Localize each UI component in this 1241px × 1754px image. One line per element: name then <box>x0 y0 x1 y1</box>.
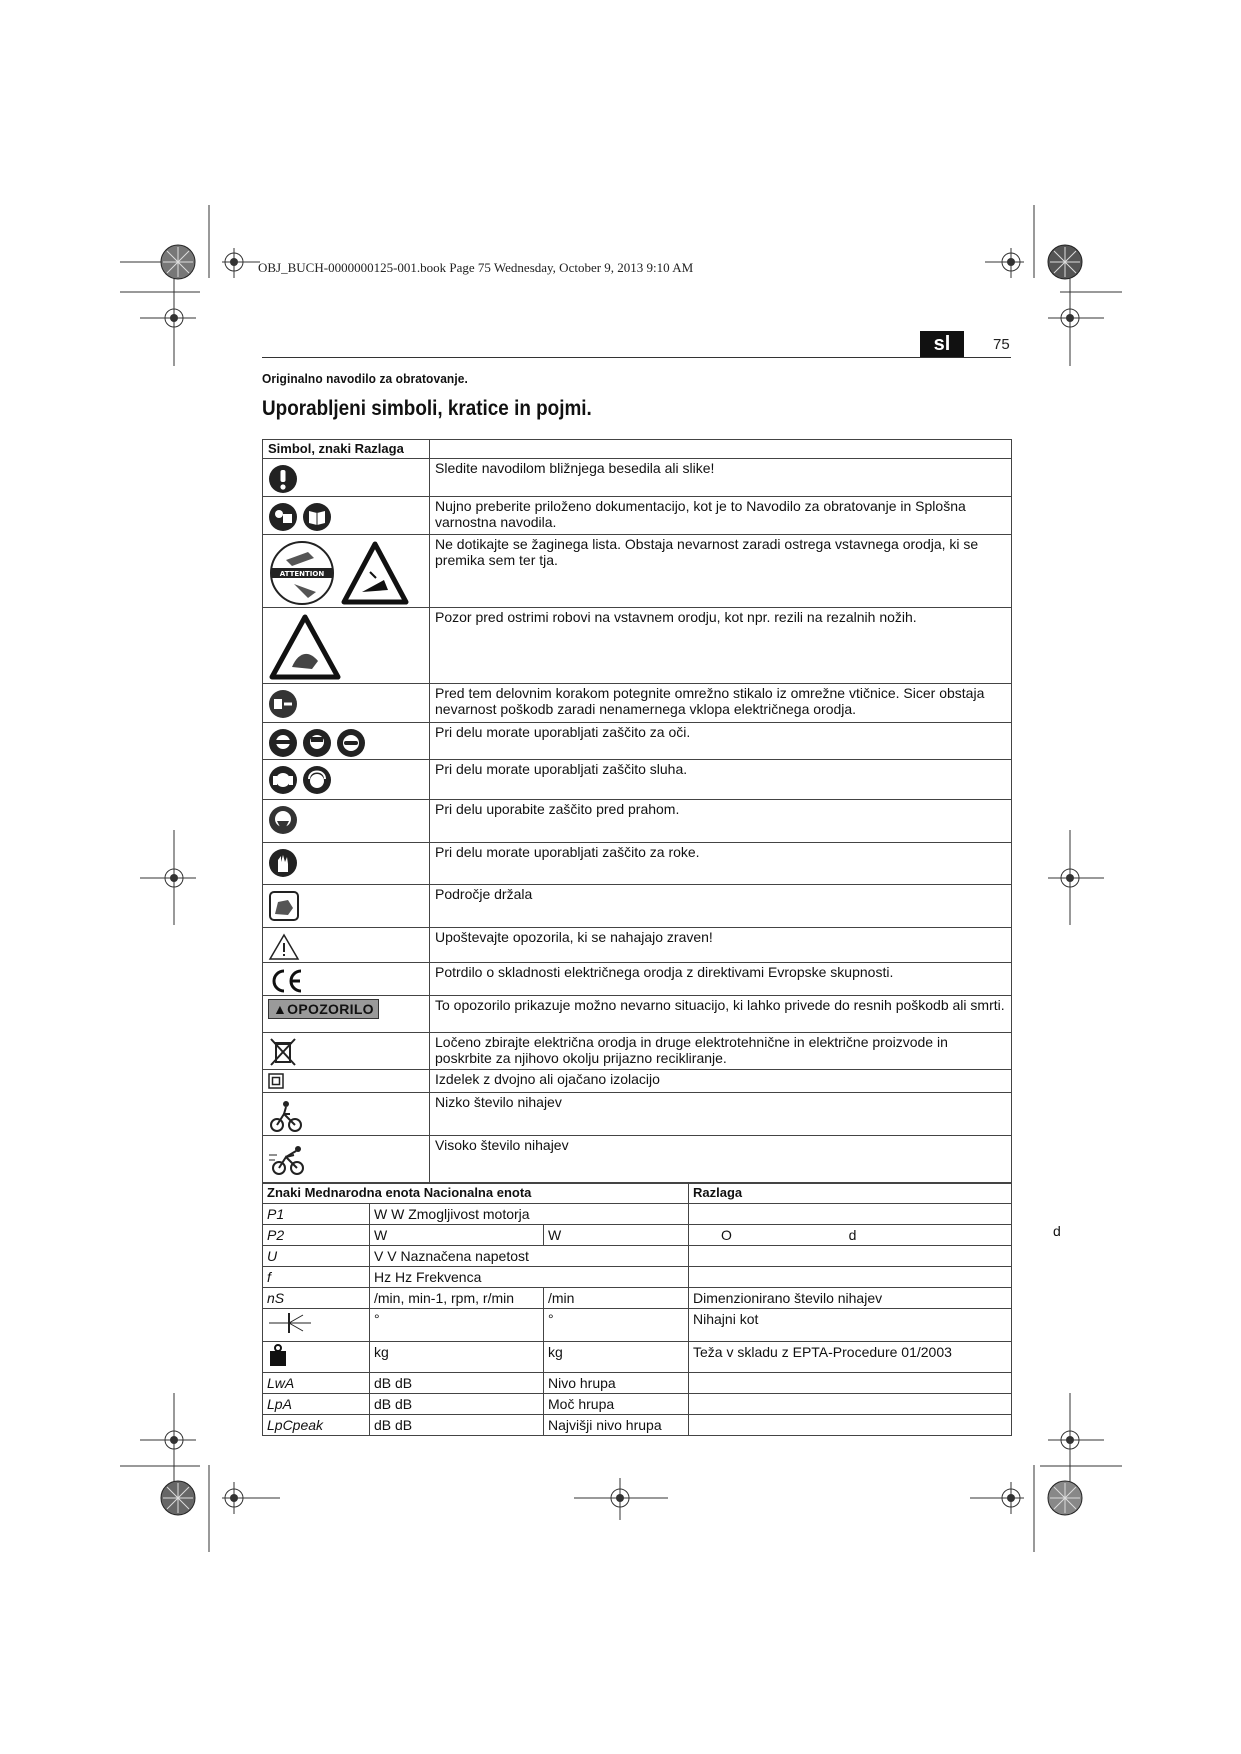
page-number: 75 <box>993 336 1010 353</box>
unit-value: V V Naznačena napetost <box>370 1246 689 1267</box>
unit-international: dB dB <box>370 1415 544 1436</box>
ear-muffs-icon <box>302 765 332 795</box>
read-manual-circle-icon <box>268 502 298 532</box>
unit-symbol <box>263 1342 370 1373</box>
unit-international: /min, min-1, rpm, r/min <box>370 1288 544 1309</box>
unit-symbol: nS <box>263 1288 370 1309</box>
stray-letter: d <box>1053 1223 1061 1239</box>
unit-international: kg <box>370 1342 544 1373</box>
symbol-description: Sledite navodilom bližnjega besedila ali slike! <box>430 459 1012 497</box>
unit-national: kg <box>544 1342 689 1373</box>
symbol-description: Nizko število nihajev <box>430 1093 1012 1136</box>
unit-description <box>689 1267 1012 1288</box>
slow-cyclist-icon <box>268 1098 304 1134</box>
book-info-line: OBJ_BUCH-0000000125-001.book Page 75 Wednesday, October 9, 2013 9:10 AM <box>258 260 694 275</box>
unit-national: Nivo hrupa <box>544 1373 689 1394</box>
grip-area-icon <box>268 890 300 922</box>
unit-description <box>689 1394 1012 1415</box>
unit-international: ° <box>370 1309 544 1342</box>
unit-description: Teža v skladu z EPTA-Procedure 01/2003 <box>689 1342 1012 1373</box>
units-header-left: Znaki Mednarodna enota Nacionalna enota <box>263 1183 689 1204</box>
symbol-description: To opozorilo prikazuje možno nevarno situacijo, ki lahko privede do resnih poškodb ali smrti. <box>430 996 1012 1033</box>
unit-description <box>689 1246 1012 1267</box>
symbol-cell <box>263 459 430 497</box>
book-icon <box>302 502 332 532</box>
exclamation-mandatory-icon <box>268 464 298 494</box>
symbol-description: Visoko število nihajev <box>430 1136 1012 1184</box>
unit-description: O d <box>689 1225 1012 1246</box>
weee-crossed-bin-icon <box>268 1036 298 1068</box>
symbols-table <box>262 439 1012 1184</box>
symbol-cell <box>263 535 430 608</box>
eye-protection-icon <box>336 728 366 758</box>
double-insulation-icon <box>268 1073 284 1089</box>
symbol-description: Potrdilo o skladnosti električnega orodja z direktivami Evropske skupnosti. <box>430 963 1012 996</box>
ce-mark-icon <box>268 968 304 994</box>
symbol-description: Pri delu morate uporabljati zaščito sluha. <box>430 760 1012 800</box>
unit-symbol: f <box>263 1267 370 1288</box>
unit-symbol: P1 <box>263 1204 370 1225</box>
ear-protection-icon <box>268 765 298 795</box>
unit-national: W <box>544 1225 689 1246</box>
symbol-description: Ne dotikajte se žaginega lista. Obstaja nevarnost zaradi ostrega vstavnega orodja, ki se premika sem ter tja. <box>430 535 1012 608</box>
symbol-description: Pri delu uporabite zaščito pred prahom. <box>430 800 1012 843</box>
unit-description <box>689 1415 1012 1436</box>
symbol-description: Pri delu morate uporabljati zaščito za roke. <box>430 843 1012 885</box>
symbol-description: Pri delu morate uporabljati zaščito za oči. <box>430 723 1012 760</box>
symbol-cell <box>263 760 430 800</box>
unplug-icon <box>268 689 298 719</box>
symbol-cell <box>263 1070 430 1093</box>
unit-description: Dimenzionirano število nihajev <box>689 1288 1012 1309</box>
symbol-cell <box>263 1033 430 1070</box>
symbols-header-left: Simbol, znaki Razlaga <box>263 440 430 459</box>
unit-international: dB dB <box>370 1394 544 1415</box>
symbol-cell <box>263 1093 430 1136</box>
symbol-description: Pred tem delovnim korakom potegnite omrežno stikalo iz omrežne vtičnice. Sicer obstaja nevarnost poškodb zaradi nenamernega vklopa električnega orodja. <box>430 684 1012 723</box>
unit-description <box>689 1373 1012 1394</box>
symbol-description: Izdelek z dvojno ali ojačano izolacijo <box>430 1070 1012 1093</box>
unit-national: ° <box>544 1309 689 1342</box>
unit-value: Hz Hz Frekvenca <box>370 1267 689 1288</box>
symbol-description: Ločeno zbirajte električna orodja in druge elektrotehnične in električne proizvode in poskrbite za njihovo okolju prijazno recikliranje. <box>430 1033 1012 1070</box>
language-tag: sl <box>920 331 964 357</box>
units-header-right: Razlaga <box>689 1183 1012 1204</box>
unit-description: Nihajni kot <box>689 1309 1012 1342</box>
safety-goggles-icon <box>268 728 298 758</box>
symbol-cell <box>263 800 430 843</box>
unit-symbol: LwA <box>263 1373 370 1394</box>
attention-hand-blade-icon <box>268 540 336 606</box>
weight-icon <box>267 1343 289 1367</box>
symbol-cell <box>263 723 430 760</box>
face-shield-icon <box>302 728 332 758</box>
opozorilo-warning-label: ▲OPOZORILO <box>268 999 379 1019</box>
unit-symbol: P2 <box>263 1225 370 1246</box>
oscillation-angle-icon <box>267 1310 313 1336</box>
gloves-icon <box>268 848 298 878</box>
unit-national: Moč hrupa <box>544 1394 689 1415</box>
sharp-edges-warning-icon <box>268 613 342 681</box>
symbol-cell <box>263 996 430 1033</box>
symbols-header-right <box>430 440 1012 459</box>
warning-triangle-icon <box>268 933 300 961</box>
symbol-cell <box>263 684 430 723</box>
unit-symbol <box>263 1309 370 1342</box>
unit-value: W W Zmogljivost motorja <box>370 1204 689 1225</box>
symbol-description: Področje držala <box>430 885 1012 928</box>
unit-description <box>689 1204 1012 1225</box>
symbol-description: Pozor pred ostrimi robovi na vstavnem orodju, kot npr. rezili na rezalnih nožih. <box>430 608 1012 684</box>
unit-symbol: LpA <box>263 1394 370 1415</box>
symbol-cell <box>263 1136 430 1184</box>
header-rule <box>262 357 1011 358</box>
symbol-cell <box>263 928 430 963</box>
section-title: Uporabljeni simboli, kratice in pojmi. <box>262 397 592 420</box>
units-table <box>262 1182 1012 1436</box>
symbol-cell <box>263 497 430 535</box>
unit-international: W <box>370 1225 544 1246</box>
fast-cyclist-icon <box>268 1141 308 1177</box>
doc-subtitle: Originalno navodilo za obratovanje. <box>262 371 468 386</box>
symbol-cell <box>263 608 430 684</box>
unit-international: dB dB <box>370 1373 544 1394</box>
symbol-cell <box>263 843 430 885</box>
unit-symbol: LpCpeak <box>263 1415 370 1436</box>
dust-mask-icon <box>268 805 298 835</box>
symbol-cell <box>263 885 430 928</box>
symbol-description: Upoštevajte opozorila, ki se nahajajo zraven! <box>430 928 1012 963</box>
unit-symbol: U <box>263 1246 370 1267</box>
sharp-tool-warning-triangle-icon <box>340 540 410 606</box>
unit-national: /min <box>544 1288 689 1309</box>
svg-text:ATTENTION: ATTENTION <box>279 570 325 578</box>
unit-national: Najvišji nivo hrupa <box>544 1415 689 1436</box>
symbol-cell <box>263 963 430 996</box>
symbol-description: Nujno preberite priloženo dokumentacijo, kot je to Navodilo za obratovanje in Splošna varnostna navodila. <box>430 497 1012 535</box>
